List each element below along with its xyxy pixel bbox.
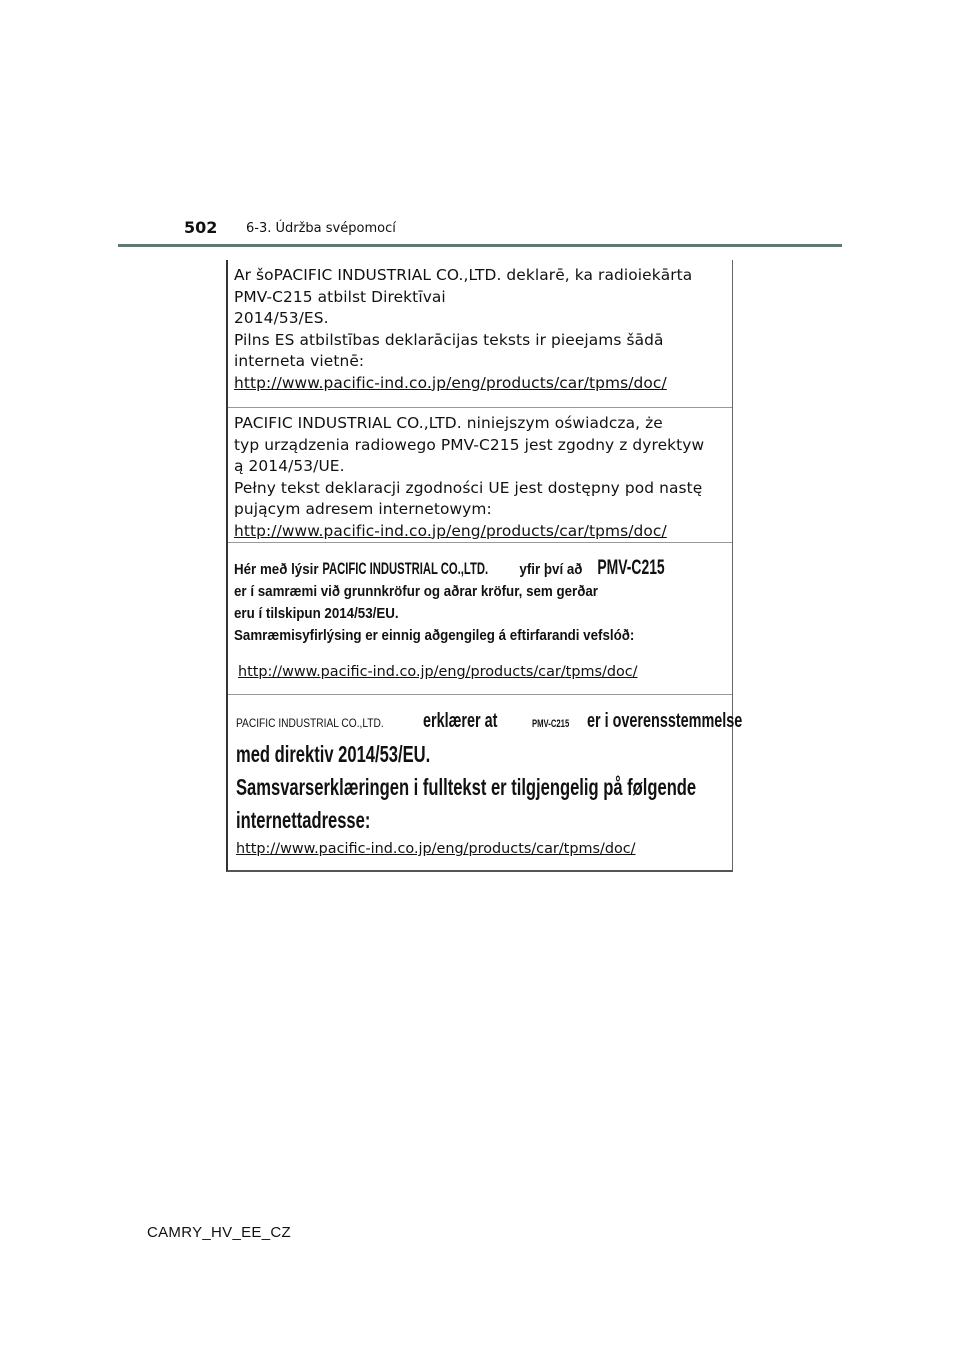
section-title: 6-3. Údržba svépomocí (246, 221, 396, 236)
declaration-text-line: er í samræmi við grunnkröfur og aðrar kröfur, sem gerðar (234, 584, 599, 600)
declaration-polish (228, 407, 732, 542)
text-fragment: er i overensstemmelse (587, 710, 743, 732)
text-fragment: med direktiv 2014/53/EU. (236, 741, 431, 767)
document-code: CAMRY_HV_EE_CZ (147, 1224, 291, 1241)
declaration-text-line (236, 738, 724, 771)
model-number: PMV-C215 (597, 556, 665, 579)
header-divider (118, 244, 842, 247)
declaration-text-line: eru í tilskipun 2014/53/EU. (234, 606, 399, 622)
declaration-text-line: typ urządzenia radiowego PMV-C215 jest zgodny z dyrektyw (234, 435, 705, 454)
text-fragment: Hér með lýsir (234, 562, 319, 578)
declaration-text-line (236, 804, 724, 837)
declaration-text-line: 2014/53/ES. (234, 309, 329, 327)
declaration-text-line: Samræmisyfirlýsing er einnig aðgengileg á eftirfarandi vefslóð: (234, 628, 635, 644)
declaration-url-link[interactable]: http://www.pacific-ind.co.jp/eng/products/car/tpms/doc/ (238, 664, 638, 680)
text-fragment: Samsvarserklæringen i fulltekst er tilgjengelig på følgende (236, 774, 697, 800)
declaration-text-line: ą 2014/53/UE. (234, 457, 345, 475)
declaration-text-line: PACIFIC INDUSTRIAL CO.,LTD. niniejszym oświadcza, że (234, 414, 663, 432)
declaration-text-line: Pełny tekst deklaracji zgodności UE jest dostępny pod nastę (234, 478, 703, 497)
text-fragment: internettadresse: (236, 807, 371, 833)
declaration-text-line: pującym adresem internetowym: (234, 500, 492, 518)
declaration-box (226, 260, 743, 872)
page-number: 502 (184, 218, 218, 237)
declaration-text-line: Ar šoPACIFIC INDUSTRIAL CO.,LTD. deklarē, ka radioiekārta (234, 266, 693, 284)
declaration-norwegian (228, 694, 743, 872)
declaration-url-link[interactable]: http://www.pacific-ind.co.jp/eng/products/car/tpms/doc/ (234, 521, 667, 540)
declaration-text-line (236, 707, 743, 738)
model-number: PMV-C215 (532, 718, 570, 730)
declaration-text-line: Pilns ES atbilstības deklarācijas teksts ir pieejams šādā (234, 330, 664, 349)
declaration-text-line (234, 557, 687, 581)
declaration-latvian (228, 260, 732, 407)
company-name: PACIFIC INDUSTRIAL CO.,LTD. (236, 716, 384, 730)
company-name: PACIFIC INDUSTRIAL CO.,LTD. (322, 559, 489, 578)
text-fragment: yfir því að (519, 562, 583, 578)
declaration-text-line: interneta vietnē: (234, 352, 365, 370)
declaration-icelandic (228, 542, 732, 694)
declaration-text-line: PMV-C215 atbilst Direktīvai (234, 287, 446, 306)
declaration-url-link[interactable]: http://www.pacific-ind.co.jp/eng/products/car/tpms/doc/ (236, 841, 636, 857)
text-fragment: erklærer at (423, 710, 498, 732)
declaration-url-link[interactable]: http://www.pacific-ind.co.jp/eng/products/car/tpms/doc/ (234, 373, 667, 392)
declaration-text-line (236, 771, 724, 804)
